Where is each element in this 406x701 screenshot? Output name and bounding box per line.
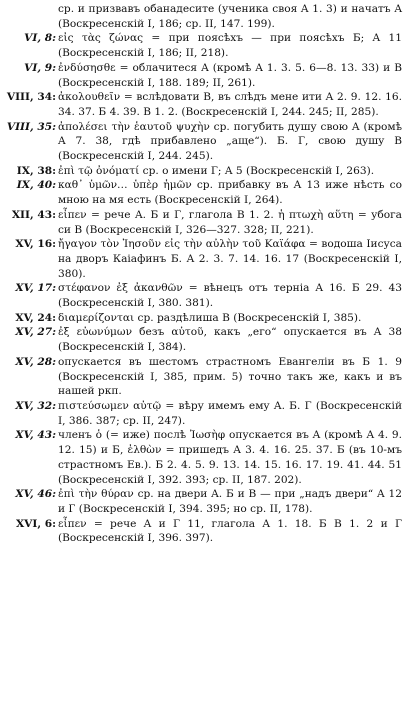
note-entry [4,90,402,119]
verse-reference: XV, 46: [15,488,56,501]
verse-reference: VIII, 34: [6,91,56,104]
note-text: опускается въ шестомъ страстномъ Евангеліи въ Б 1. 9 (Воскресенскій I, 385, прим. 5) точно такъ же, какъ и въ нашей ркп. [58,355,402,398]
note-text: εἶπεν = рече A и Г 11, глагола A 1. 18. Б В 1. 2 и Г (Воскресенскій I, 396. 397). [58,517,402,545]
note-entry [4,208,402,237]
note-text: членъ ὁ (= иже) послѣ Ἰωσὴφ опускается въ A (кромѣ A 4. 9. 12. 15) и Б, ἐλθὼν = пришедъ A 3. 4. 16. 25. 37. Б (въ 10-мъ страстномъ Ев.). Б 2. 4. 5. 9. 13. 14. 15. 16. 17. 19. 41. 44. 51 (Воскресенскій I, 392. 393; ср. II, 187. 202). [58,429,402,486]
note-text: ἀκολουθεῖν = вслѣдовати В, въ слѣдъ мене ити A 2. 9. 12. 16. 34. 37. Б 4. 39. В 1. 2. (Воскресенскій I, 244. 245; II, 285). [58,91,402,118]
note-text: ἀπολέσει τὴν ἑαυτοῦ ψυχὴν ср. погубить душу свою A (кромѣ A 7. 38, гдѣ прибавлено „аще“). Б. Г, свою душу В (Воскресенскій I, 244. 245). [58,120,402,163]
note-entry [4,120,402,164]
verse-reference: XV, 24: [15,311,56,324]
note-text: εἶπεν = рече A. Б и Г, глагола В 1. 2. ἡ πτωχὴ αὕτη = убога си В (Воскресенскій I, 326—327. 328; II, 221). [58,208,402,236]
note-entry [4,31,402,60]
verse-reference: VI, 9: [24,61,56,74]
note-text: στέφανον ἐξ ἀκανθῶν = вѣнецъ отъ терніа A 16. Б 29. 43 (Воскресенскій I, 380. 381). [58,282,402,310]
note-entry [4,281,402,310]
note-entry [4,517,402,546]
note-entry [4,487,402,516]
verse-reference: XV, 43: [15,429,56,442]
note-entry [4,2,402,31]
verse-reference: IX, 40: [16,179,56,192]
note-entry [4,164,402,179]
note-entry [4,355,402,399]
note-entry [4,325,402,354]
note-entry [4,237,402,281]
verse-reference: XII, 43: [11,208,56,221]
verse-reference: VIII, 35: [6,120,56,133]
verse-reference: XV, 28: [15,355,56,368]
note-entry [4,61,402,90]
note-entry [4,399,402,428]
note-text: πιστεύσωμεν αὐτῷ = вѣру имемъ ему A. Б. Г (Воскресенскій I, 386. 387; ср. II, 247). [58,399,402,427]
verse-reference: XV, 17: [15,282,56,295]
note-entry [4,311,402,326]
verse-reference: XVI, 6: [15,517,56,530]
note-text: ἤγαγον τὸν Ἰησοῦν εἰς τὴν αὐλὴν τοῦ Καϊάφα = водоша Іисуса на дворъ Каіафинъ Б. A 2. 3. 7. 14. 16. 17 (Воскресенскій I, 380). [58,238,402,280]
note-text: διαμερίζονται ср. раздѣлиша В (Воскресенскій I, 385). [58,311,362,324]
note-text: εἰς τὰς ζώνας = при поясѣхъ — при поясѣхъ Б; A 11 (Воскресенскій I, 186; II, 218). [58,32,402,60]
notes-list [4,2,402,546]
verse-reference: IX, 38: [16,164,56,177]
note-text: ср. и призвавъ обанадесите (ученика своя A 1. 3) и начатъ A (Воскресенскій I, 186; ср. II, 147. 199). [58,3,402,30]
note-text: ἐπὶ τῷ ὀνόματί ср. о имени Г; A 5 (Воскресенскій I, 263). [58,164,375,177]
note-entry [4,428,402,487]
verse-reference: VI, 8: [24,32,56,45]
verse-reference: XV, 32: [15,399,56,412]
note-text: ἐπὶ τὴν θύραν ср. на двери A. Б и В — при „надъ двери“ A 12 и Г (Воскресенскій I, 394. 395; но ср. II, 178). [58,488,402,515]
note-text: ἐξ εὐωνύμων безъ αὐτοῦ, какъ „его“ опускается въ A 38 (Воскресенскій I, 384). [58,326,402,354]
verse-reference: XV, 16: [15,238,56,251]
verse-reference: XV, 27: [15,326,56,339]
note-text: ἐνδύσησθε = облачитеся A (кромѣ A 1. 3. 5. 6—8. 13. 33) и В (Воскресенскій I, 188. 189; II, 261). [58,61,402,89]
note-text: καθ᾽ ὑμῶν… ὑπὲρ ἡμῶν ср. прибавку въ A 13 иже нѣсть со мною на мя есть (Воскресенскій I, 264). [58,179,402,207]
note-entry [4,178,402,207]
